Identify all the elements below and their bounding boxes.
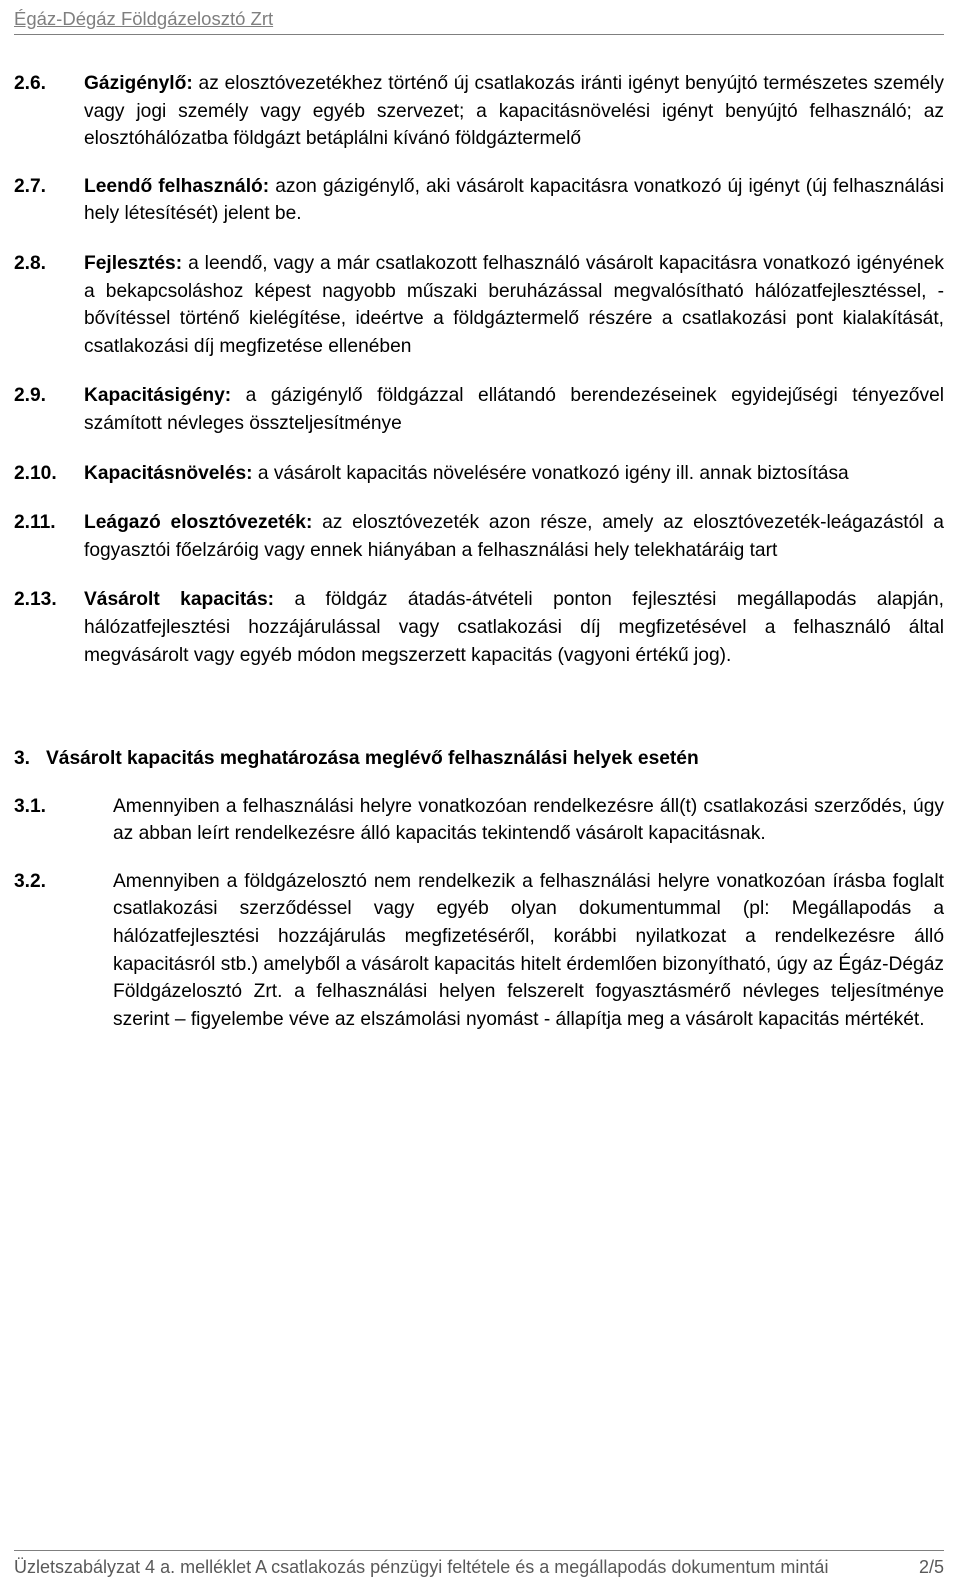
header-title: Égáz-Dégáz Földgázelosztó Zrt (14, 8, 274, 29)
definition-number: 2.8. (14, 252, 47, 274)
definition-term: Leendő felhasználó: (84, 175, 270, 197)
definition-2-7 (14, 173, 944, 228)
definition-text: a leendő, vagy a már csatlakozott felhasználó vásárolt kapacitásra vonatkozó igényének a bekapcsoláshoz képest nagyobb műszaki beruházással megvalósítható hálózatfejlesztéssel, -bővítéssel történő kielégítése, ideértve a földgáztermelő részére a csatlakozási pont kialakítását, csatlakozási díj megfizetése ellenében (84, 252, 944, 357)
paragraph-text: Amennyiben a felhasználási helyre vonatkozóan rendelkezésre áll(t) csatlakozási szerződés, úgy az abban leírt rendelkezésre álló kapacitás tekintendő vásárolt kapacitásnak. (113, 795, 944, 845)
paragraph-text: Amennyiben a földgázelosztó nem rendelkezik a felhasználási helyre vonatkozóan írásba foglalt csatlakozási szerződéssel vagy egyéb olyan dokumentummal (pl: Megállapodás a hálózatfejlesztési hozzájárulás megfizetéséről, korábbi nyilatkozat a rendelkezésre álló kapacitásról stb.) amelyből a vásárolt kapacitás hitelt érdemlően bizonyítható, úgy az Égáz-Dégáz Földgázelosztó Zrt. a felhasználási helyen felszerelt fogyasztásmérő névleges teljesítménye szerint – figyelembe véve az elszámolási nyomást - állapítja meg a vásárolt kapacitás mértékét. (113, 870, 944, 1030)
definition-body (84, 173, 944, 228)
definition-2-11 (14, 509, 944, 564)
definition-2-13 (14, 586, 944, 669)
page-number: 2/5 (918, 1557, 944, 1577)
definition-text: a gázigénylő földgázzal ellátandó berendezéseinek egyidejűségi tényezővel számított névleges összteljesítménye (84, 385, 944, 434)
definition-body (84, 509, 944, 564)
definition-text: a földgáz átadás-átvételi ponton fejlesztési megállapodás alapján, hálózatfejlesztési hozzájárulással vagy csatlakozási díj megfizetésével a felhasználó által megvásárolt vagy egyéb módon megszerzett kapacitás (vagyoni értékű jog). (84, 589, 944, 666)
definition-text: az elosztóvezeték azon része, amely az elosztóvezeték-leágazástól a fogyasztói főelzáróig vagy ennek hiányában a felhasználási hely telekhatáráig tart (84, 512, 944, 561)
definition-2-9 (14, 382, 944, 437)
page-footer (14, 1550, 944, 1579)
definition-term: Fejlesztés: (84, 252, 183, 274)
definition-term: Leágazó elosztóvezeték: (84, 512, 313, 534)
definition-number: 2.6. (14, 73, 47, 94)
paragraph-number: 3.1. (14, 795, 47, 817)
section-number: 3. (14, 748, 31, 770)
definition-2-10 (14, 460, 944, 488)
definition-term: Vásárolt kapacitás: (84, 589, 275, 611)
definition-number: 2.9. (14, 385, 47, 407)
definition-text: a vásárolt kapacitás növelésére vonatkozó igény ill. annak biztosítása (252, 462, 849, 484)
paragraph-3-2 (14, 868, 944, 1034)
definition-text: az elosztóvezetékhez történő új csatlakozás iránti igényt benyújtó természetes személy vagy jogi személy vagy egyéb szervezet; a kapacitásnövelési igényt benyújtó felhasználó; az elosztóhálózatba földgázt betáplálni kívánó földgáztermelő (84, 73, 944, 150)
paragraph-number: 3.2. (14, 870, 47, 892)
definition-body (84, 382, 944, 437)
definition-body (84, 70, 944, 153)
footer-text: Üzletszabályzat 4 a. melléklet A csatlakozás pénzügyi feltétele és a megállapodás dokumentum mintái (14, 1557, 829, 1577)
definition-term: Kapacitásnövelés: (84, 462, 253, 484)
definition-2-6 (14, 70, 944, 153)
definition-number: 2.13. (14, 589, 57, 611)
definition-text: azon gázigénylő, aki vásárolt kapacitásra vonatkozó új igényt (új felhasználási hely létesítését) jelent be. (84, 175, 944, 225)
definition-term: Kapacitásigény: (84, 385, 232, 407)
page-header (14, 6, 944, 35)
document-body (14, 70, 944, 1033)
section-3-heading (14, 745, 944, 773)
section-title: Vásárolt kapacitás meghatározása meglévő felhasználási helyek esetén (46, 748, 699, 770)
definition-number: 2.11. (14, 512, 56, 534)
definition-body (84, 460, 944, 488)
paragraph-3-1 (14, 793, 944, 848)
definition-term: Gázigénylő: (84, 73, 193, 94)
definition-number: 2.7. (14, 175, 47, 197)
definition-number: 2.10. (14, 462, 57, 484)
definition-body (84, 586, 944, 669)
definition-2-8 (14, 250, 944, 360)
definition-body (84, 250, 944, 360)
